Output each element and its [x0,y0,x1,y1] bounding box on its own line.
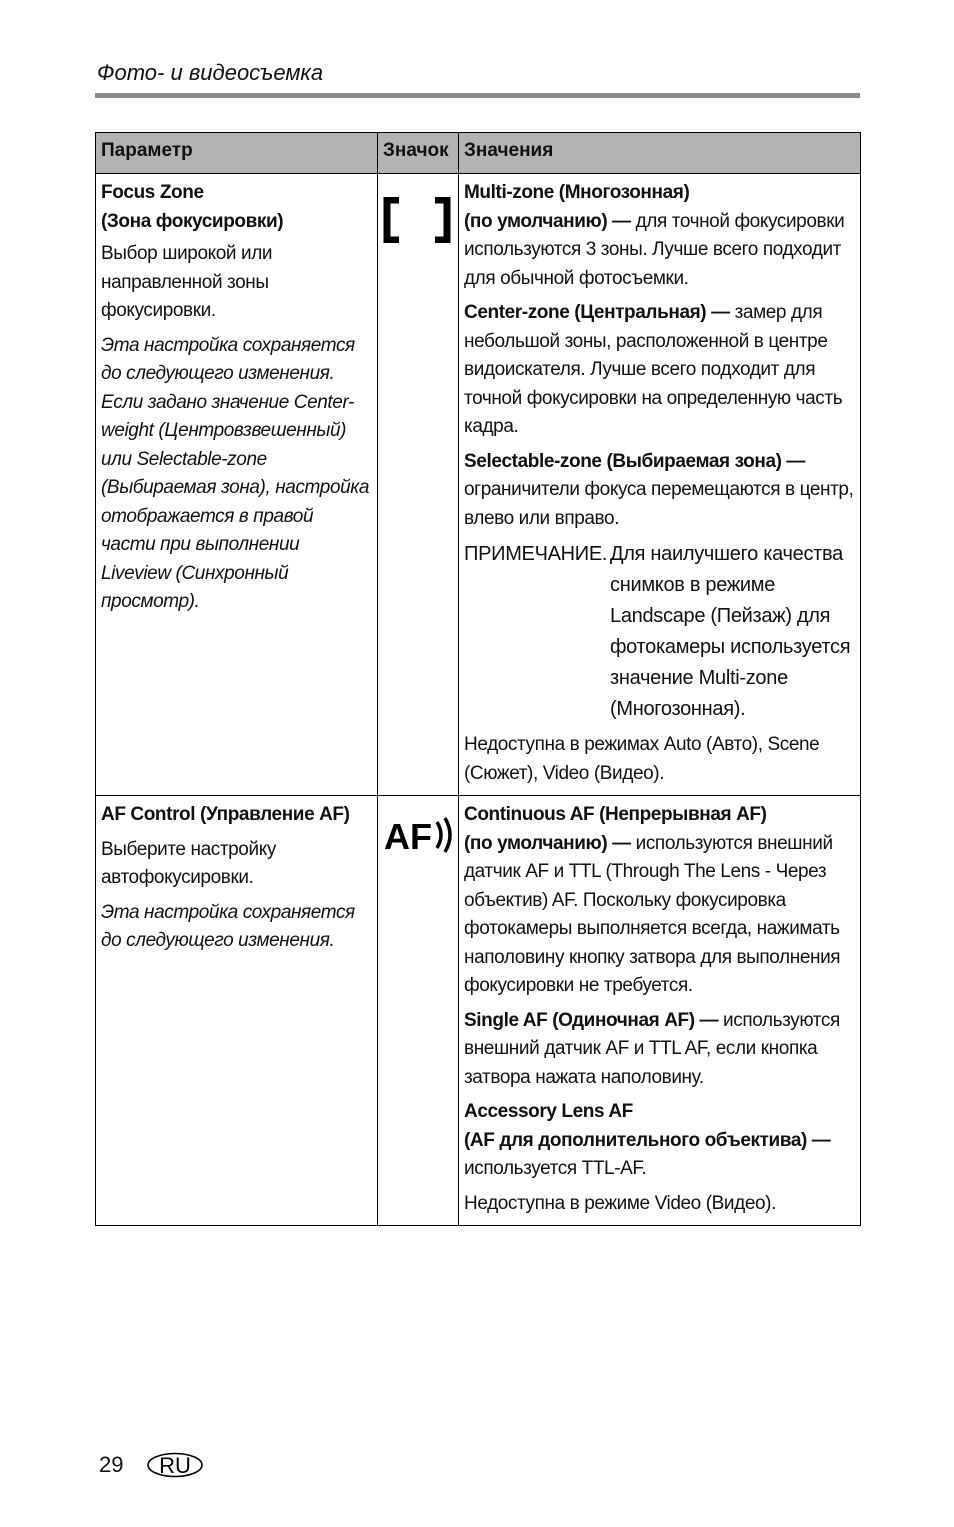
settings-table [95,132,861,1226]
column-header-values: Значения [459,133,861,174]
note-text: Для наилучшего качества снимков в режиме Landscape (Пейзаж) для фотокамеры используется значение Multi-zone (Многозонная). [610,543,851,720]
option-continuous-af: Continuous AF (Непрерывная AF) (по умолчанию) — используются внешний датчик AF и TTL (Through The Lens - Через объектив) AF. Поскольку фокусировка фотокамеры выполняется всегда, нажимать наполовину кнопку затвора для выполнения фокусировки не требуется. [464,804,841,996]
language-badge-icon [146,1452,204,1478]
af-control-values-cell [459,796,861,1226]
focus-zone-unavailable: Недоступна в режимах Auto (Авто), Scene (Сюжет), Video (Видео). [464,734,820,784]
svg-text:RU: RU [159,1453,191,1478]
option-single-af: Single AF (Одиночная AF) — используются внешний датчик AF и TTL AF, если кнопка затвора нажата наполовину. [464,1009,840,1088]
table-row-focus-zone [96,174,861,796]
option-center-zone: Center-zone (Центральная) — замер для небольшой зоны, расположенной в центре видоискателя. Лучше всего подходит для точной фокусировки на определенную часть кадра. [464,302,843,437]
page-section-title: Фото- и видеосъемка [97,60,324,85]
focus-zone-bracket-icon [383,197,451,243]
af-control-unavailable: Недоступна в режиме Video (Видео). [464,1192,776,1214]
af-control-icon-cell [378,796,459,1226]
af-control-title: AF Control (Управление AF) [101,804,350,825]
option-accessory-lens-af: Accessory Lens AF (AF для дополнительного объектива) — используется TTL-AF. [464,1101,831,1179]
af-control-note: Эта настройка сохраняется до следующего изменения. [101,901,355,951]
af-control-icon [383,815,459,855]
landscape-note [464,539,855,725]
column-header-icon: Значок [378,133,459,174]
focus-zone-param-cell [96,174,378,796]
focus-zone-icon-cell [378,174,459,796]
header-divider [95,93,860,98]
note-label: ПРИМЕЧАНИЕ. [464,543,608,565]
focus-zone-values-cell [459,174,861,796]
option-multi-zone: Multi-zone (Многозонная) (по умолчанию) — для точной фокусировки используются 3 зоны. Лучше всего подходит для обычной фотосъемки. [464,182,845,289]
af-control-param-cell [96,796,378,1226]
table-header-row [96,133,861,174]
focus-zone-title: Focus Zone (Зона фокусировки) [101,182,284,232]
page-number: 29 [99,1452,124,1477]
option-selectable-zone: Selectable-zone (Выбираемая зона) — ограничители фокуса перемещаются в центр, влево или вправо. [464,450,854,529]
af-control-description: Выберите настройку автофокусировки. [101,838,276,888]
table-row-af-control [96,796,861,1226]
focus-zone-description: Выбор широкой или направленной зоны фокусировки. [101,243,273,321]
focus-zone-note: Эта настройка сохраняется до следующего изменения. Если задано значение Center-weight (Центровзвешенный) или Selectable-zone (Выбираемая зона), настройка отображается в правой части при выполнении Liveview (Синхронный просмотр). [101,334,370,612]
svg-text:AF: AF [384,816,432,855]
column-header-param: Параметр [96,133,378,174]
